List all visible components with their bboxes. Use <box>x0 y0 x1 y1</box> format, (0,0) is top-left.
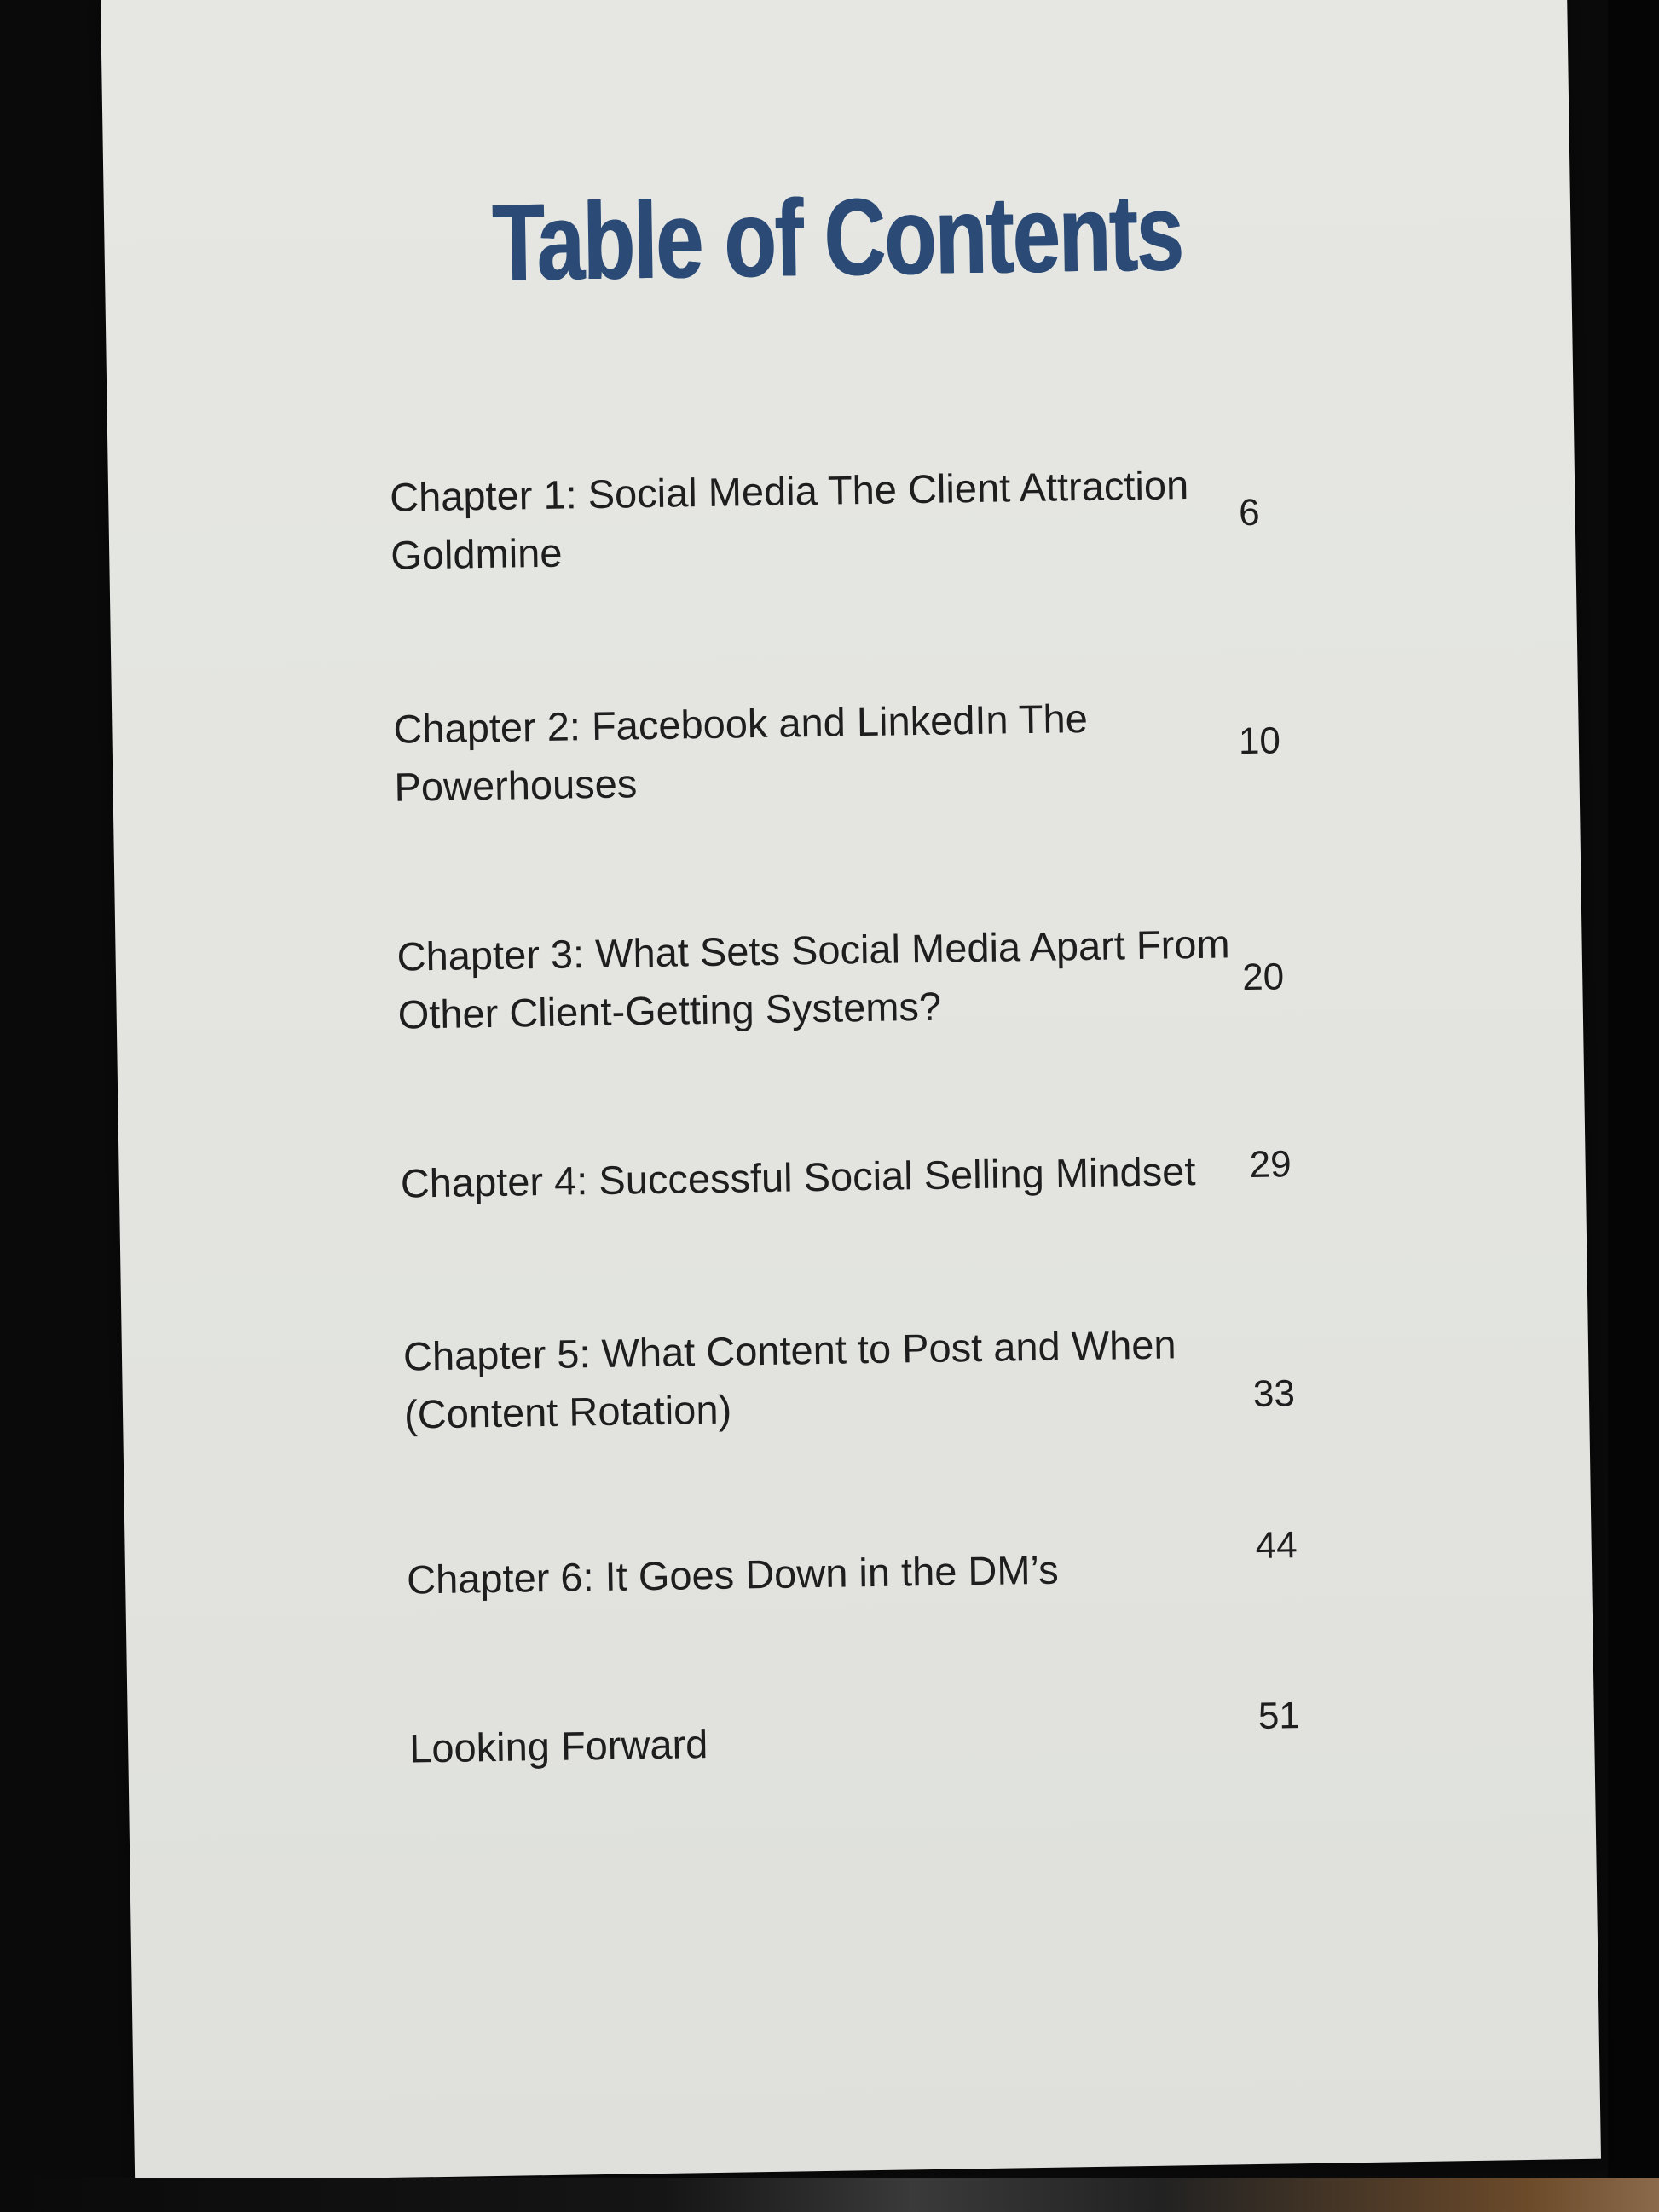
toc-entry[interactable] <box>396 913 1351 1037</box>
toc-entry-page-number: 51 <box>1257 1695 1301 1737</box>
toc-entry-title: Chapter 5: What Content to Post and When (Content Rotation) <box>402 1321 1176 1437</box>
toc-entry-title: Chapter 3: What Sets Social Media Apart From Other Client-Getting Systems? <box>396 921 1230 1037</box>
background-edge <box>1608 0 1659 2212</box>
background-strip <box>0 2178 1659 2212</box>
toc-entry-page-number: 6 <box>1238 491 1260 534</box>
toc-entry-title: Looking Forward <box>408 1721 708 1771</box>
toc-entry-page-number: 10 <box>1238 719 1281 763</box>
toc-entry[interactable] <box>400 1140 1355 1206</box>
toc-entry-title: Chapter 1: Social Media The Client Attraction Goldmine <box>389 462 1189 578</box>
toc-entry-page-number: 29 <box>1249 1143 1292 1186</box>
toc-entry[interactable] <box>393 685 1348 810</box>
toc-entry-title: Chapter 2: Facebook and LinkedIn The Powerhouses <box>393 695 1089 810</box>
toc-entry[interactable] <box>389 453 1344 578</box>
document-page <box>101 0 1601 2182</box>
toc-entry-title: Chapter 4: Successful Social Selling Mindset <box>400 1147 1196 1206</box>
toc-entry-page-number: 33 <box>1252 1372 1296 1415</box>
toc-entry-page-number: 20 <box>1241 956 1285 999</box>
toc-entry-title: Chapter 6: It Goes Down in the DM’s <box>406 1546 1060 1603</box>
toc-entry[interactable] <box>408 1695 1364 1771</box>
toc-entry-page-number: 44 <box>1255 1524 1298 1567</box>
toc-entry[interactable] <box>402 1313 1358 1437</box>
page-title: Table of Contents <box>491 171 1184 304</box>
toc-entry[interactable] <box>406 1524 1361 1603</box>
